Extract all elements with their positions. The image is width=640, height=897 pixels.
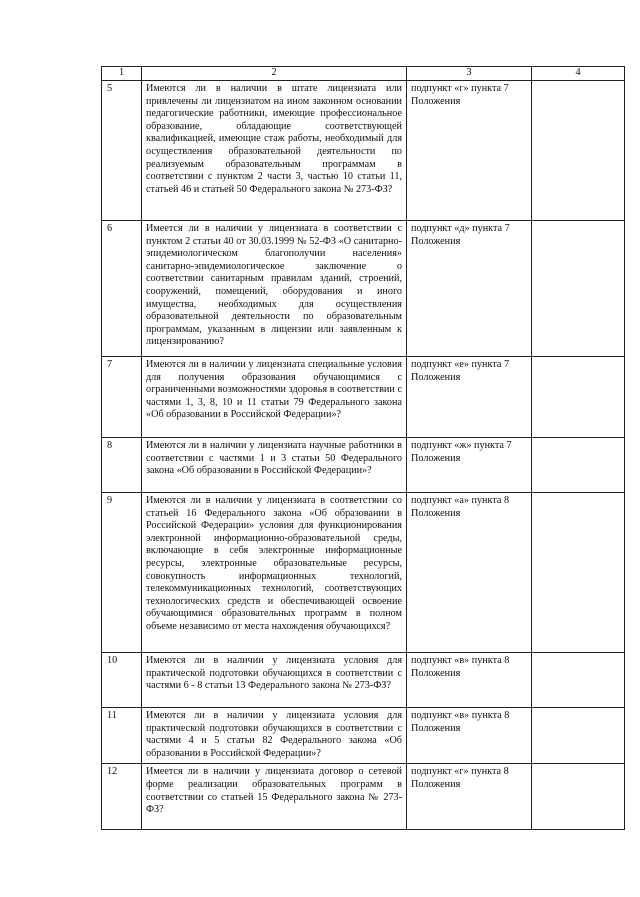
result-cell[interactable] xyxy=(532,357,625,438)
legal-reference: подпункт «г» пункта 7 Положения xyxy=(407,81,532,221)
result-cell[interactable] xyxy=(532,653,625,708)
question-text: Имеются ли в наличии у лицензиата условия для практической подготовки обучающихся в соответствии с частями 6 - 8 статьи 13 Федерального закона № 273-ФЗ? xyxy=(142,653,407,708)
table-row xyxy=(102,493,625,653)
row-number: 7 xyxy=(102,357,142,438)
row-number: 10 xyxy=(102,653,142,708)
question-text: Имеются ли в наличии у лицензиата в соответствии со статьей 16 Федерального закона «Об образовании в Российской Федерации» условия для функционирования электронной информационно-образовательной среды, включающие в себя электронные информационные ресурсы, электронные образовательные ресурсы, совокупность информационных технологий, телекоммуникационных технологий, соответствующих технологических средств и обеспечивающей освоение обучающимися образовательных программ в полном объеме независимо от места нахождения обучающихся? xyxy=(142,493,407,653)
table-row xyxy=(102,438,625,493)
table-row xyxy=(102,653,625,708)
row-number: 6 xyxy=(102,221,142,357)
table-row xyxy=(102,221,625,357)
table-row xyxy=(102,357,625,438)
legal-reference: подпункт «д» пункта 7 Положения xyxy=(407,221,532,357)
row-number: 8 xyxy=(102,438,142,493)
column-number-1: 1 xyxy=(102,67,142,81)
question-text: Имеются ли в наличии у лицензиата условия для практической подготовки обучающихся в соответствии с частями 4 и 5 статьи 82 Федерального закона «Об образовании в Российской Федерации»? xyxy=(142,708,407,764)
result-cell[interactable] xyxy=(532,493,625,653)
result-cell[interactable] xyxy=(532,438,625,493)
table-row xyxy=(102,764,625,830)
result-cell[interactable] xyxy=(532,764,625,830)
legal-reference: подпункт «в» пункта 8 Положения xyxy=(407,708,532,764)
column-number-4: 4 xyxy=(532,67,625,81)
column-number-3: 3 xyxy=(407,67,532,81)
result-cell[interactable] xyxy=(532,221,625,357)
question-text: Имеются ли в наличии в штате лицензиата или привлечены ли лицензиатом на ином законном основании педагогические работники, имеющие профессиональное образование, обладающие соответствующей квалификацией, имеющие стаж работы, необходимый для осуществления образовательной деятельности по реализуемым образовательным программам в соответствии с пунктом 2 части 3, частью 10 статьи 11, статьей 46 и статьей 50 Федерального закона № 273-ФЗ? xyxy=(142,81,407,221)
column-number-2: 2 xyxy=(142,67,407,81)
legal-reference: подпункт «а» пункта 8 Положения xyxy=(407,493,532,653)
row-number: 9 xyxy=(102,493,142,653)
question-text: Имеется ли в наличии у лицензиата в соответствии с пунктом 2 статьи 40 от 30.03.1999 № 52-ФЗ «О санитарно-эпидемиологическом благополучии населения» санитарно-эпидемиологическое заключение о соответствии санитарным правилам зданий, строений, сооружений, помещений, оборудования и иного имущества, необходимых для осуществления образовательной деятельности по образовательным программам, указанным в лицензии или заявленным к лицензированию? xyxy=(142,221,407,357)
question-text: Имеются ли в наличии у лицензиата специальные условия для получения образования обучающимися с ограниченными возможностями здоровья в соответствии с частями 1, 3, 8, 10 и 11 статьи 79 Федерального закона «Об образовании в Российской Федерации»? xyxy=(142,357,407,438)
table-header-row xyxy=(102,67,625,81)
result-cell[interactable] xyxy=(532,708,625,764)
legal-reference: подпункт «ж» пункта 7 Положения xyxy=(407,438,532,493)
table-row xyxy=(102,81,625,221)
question-text: Имеется ли в наличии у лицензиата договор о сетевой форме реализации образовательных программ в соответствии со статьей 15 Федерального закона № 273-ФЗ? xyxy=(142,764,407,830)
legal-reference: подпункт «г» пункта 8 Положения xyxy=(407,764,532,830)
checklist-table xyxy=(101,66,625,830)
legal-reference: подпункт «в» пункта 8 Положения xyxy=(407,653,532,708)
row-number: 12 xyxy=(102,764,142,830)
row-number: 11 xyxy=(102,708,142,764)
table-row xyxy=(102,708,625,764)
row-number: 5 xyxy=(102,81,142,221)
result-cell[interactable] xyxy=(532,81,625,221)
legal-reference: подпункт «е» пункта 7 Положения xyxy=(407,357,532,438)
question-text: Имеются ли в наличии у лицензиата научные работники в соответствии с частями 1 и 3 статьи 50 Федерального закона «Об образовании в Российской Федерации»? xyxy=(142,438,407,493)
